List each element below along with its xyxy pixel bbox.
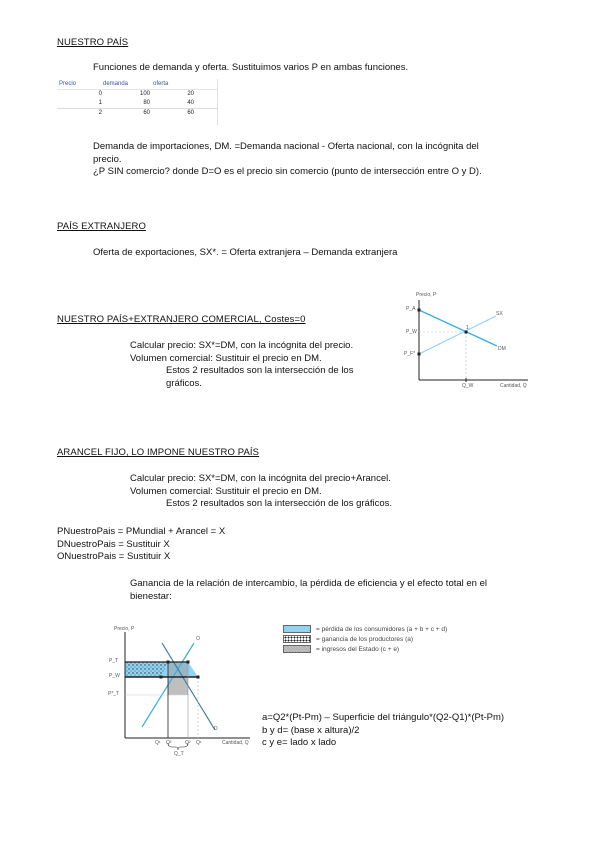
q-brace-label: Q_T xyxy=(174,751,184,757)
text-line: Estos 2 resultados son la intersección de los gráficos. xyxy=(166,498,393,509)
quantity-label-qw: Q_W xyxy=(462,383,474,389)
price-label-pa: P_A xyxy=(406,306,416,312)
text-line: Volumen comercial: Sustituir el precio en DM. xyxy=(130,352,322,364)
legend-label: = ingresos del Estado (c + e) xyxy=(316,645,400,653)
trade-equilibrium-chart xyxy=(400,292,540,392)
cell: 2 xyxy=(98,110,102,116)
text-line: ¿P SIN comercio? donde D=O es el precio sin comercio (punto de intersección entre O y D). xyxy=(93,166,482,177)
cell: 20 xyxy=(187,91,194,97)
equation-supply: ONuestroPais = Sustituir X xyxy=(57,551,171,562)
text-line: bienestar: xyxy=(130,590,172,602)
col-oferta: oferta xyxy=(153,81,169,87)
q-tick-2: Q² xyxy=(166,740,172,746)
price-label-pf: P_F* xyxy=(404,351,416,357)
heading-arancel: ARANCEL FIJO, LO IMPONE NUESTRO PAÍS xyxy=(57,447,260,458)
col-demanda: demanda xyxy=(103,81,129,87)
cell: 60 xyxy=(143,110,150,116)
table-row xyxy=(57,90,217,99)
cell: 80 xyxy=(143,100,150,106)
heading-nuestro-pais: NUESTRO PAÍS xyxy=(57,37,129,48)
equation-demand: DNuestroPais = Sustituir X xyxy=(57,538,170,550)
text-line: gráficos. xyxy=(166,377,202,389)
q-tick-1: Q¹ xyxy=(155,740,161,746)
intro-text: Funciones de demanda y oferta. Sustituimos varios P en ambas funciones. xyxy=(93,62,409,73)
cell: 100 xyxy=(139,91,150,97)
export-supply-text: Oferta de exportaciones, SX*. = Oferta extranjera – Demanda extranjera xyxy=(93,247,398,258)
table-row xyxy=(57,109,217,118)
table-row xyxy=(57,99,217,109)
text-line: Calcular precio: SX*=DM, con la incógnita del precio+Arancel. xyxy=(130,473,391,484)
col-precio: Precio xyxy=(59,81,77,87)
supply-demand-table xyxy=(57,79,217,118)
x-axis-label: Cantidad, Q xyxy=(500,383,527,389)
table-header xyxy=(57,79,217,90)
cell: 0 xyxy=(98,91,102,97)
text-line: Volumen comercial: Sustituir el precio en DM. xyxy=(130,485,322,497)
text-line: precio. xyxy=(93,153,122,165)
import-demand-text xyxy=(93,141,533,179)
supply-curve-label: O xyxy=(196,636,200,642)
q-tick-3: Q² xyxy=(185,740,191,746)
swatch-blue xyxy=(283,625,311,633)
area-formulas xyxy=(262,712,562,750)
equation-price: PNuestroPais = PMundial + Arancel = X xyxy=(57,526,226,537)
price-label-pw: P_W xyxy=(109,673,120,679)
q-tick-4: Q¹ xyxy=(196,740,202,746)
heading-comercial: NUESTRO PAÍS+EXTRANJERO COMERCIAL, Costes=0 xyxy=(57,314,306,325)
cell: 40 xyxy=(187,100,194,106)
swatch-grey xyxy=(283,645,311,653)
legend-label: = ganancia de los productores (a) xyxy=(316,635,414,643)
welfare-legend xyxy=(283,624,447,654)
formula-a: a=Q2*(Pt-Pm) – Superficie del triángulo*(Q2-Q1)*(Pt-Pm) xyxy=(262,712,505,723)
text-line: Demanda de importaciones, DM. =Demanda nacional - Oferta nacional, con la incógnita del xyxy=(93,141,479,152)
legend-label: = pérdida de los consumidores (a + b + c + d) xyxy=(316,625,448,633)
legend-state-revenue xyxy=(283,644,447,654)
comercial-text xyxy=(130,340,390,390)
x-axis-label: Cantidad, Q xyxy=(222,740,249,746)
formula-c-e: c y e= lado x lado xyxy=(262,737,337,748)
legend-producer-gain xyxy=(283,634,447,644)
legend-consumer-loss xyxy=(283,624,447,634)
price-label-pw: P_W xyxy=(406,329,417,335)
demand-curve-label: D xyxy=(214,726,218,732)
equations xyxy=(57,526,225,564)
equilibrium-point-label: 1 xyxy=(466,325,469,331)
cell: 60 xyxy=(187,110,194,116)
cell: 1 xyxy=(98,100,102,106)
text-line: Ganancia de la relación de intercambio, la pérdida de eficiencia y el efecto total en el xyxy=(130,578,487,589)
heading-pais-extranjero: PAÍS EXTRANJERO xyxy=(57,221,146,232)
formula-b-d: b y d= (base x altura)/2 xyxy=(262,724,360,736)
y-axis-label: Precio, P xyxy=(114,626,135,632)
swatch-dotted xyxy=(283,635,311,643)
tariff-welfare-chart xyxy=(100,620,270,765)
price-label-pt-star: P*_T xyxy=(108,691,120,697)
text-line: Estos 2 resultados son la intersección de los xyxy=(166,365,354,376)
text-line: Calcular precio: SX*=DM, con la incógnita del precio. xyxy=(130,340,354,351)
supply-curve-label: SX xyxy=(496,311,503,317)
price-label-pt: P_T xyxy=(109,658,119,664)
welfare-text xyxy=(130,578,540,603)
demand-curve-label: DM xyxy=(498,346,506,352)
arancel-text xyxy=(130,473,460,511)
y-axis-label: Precio, P xyxy=(416,292,437,298)
